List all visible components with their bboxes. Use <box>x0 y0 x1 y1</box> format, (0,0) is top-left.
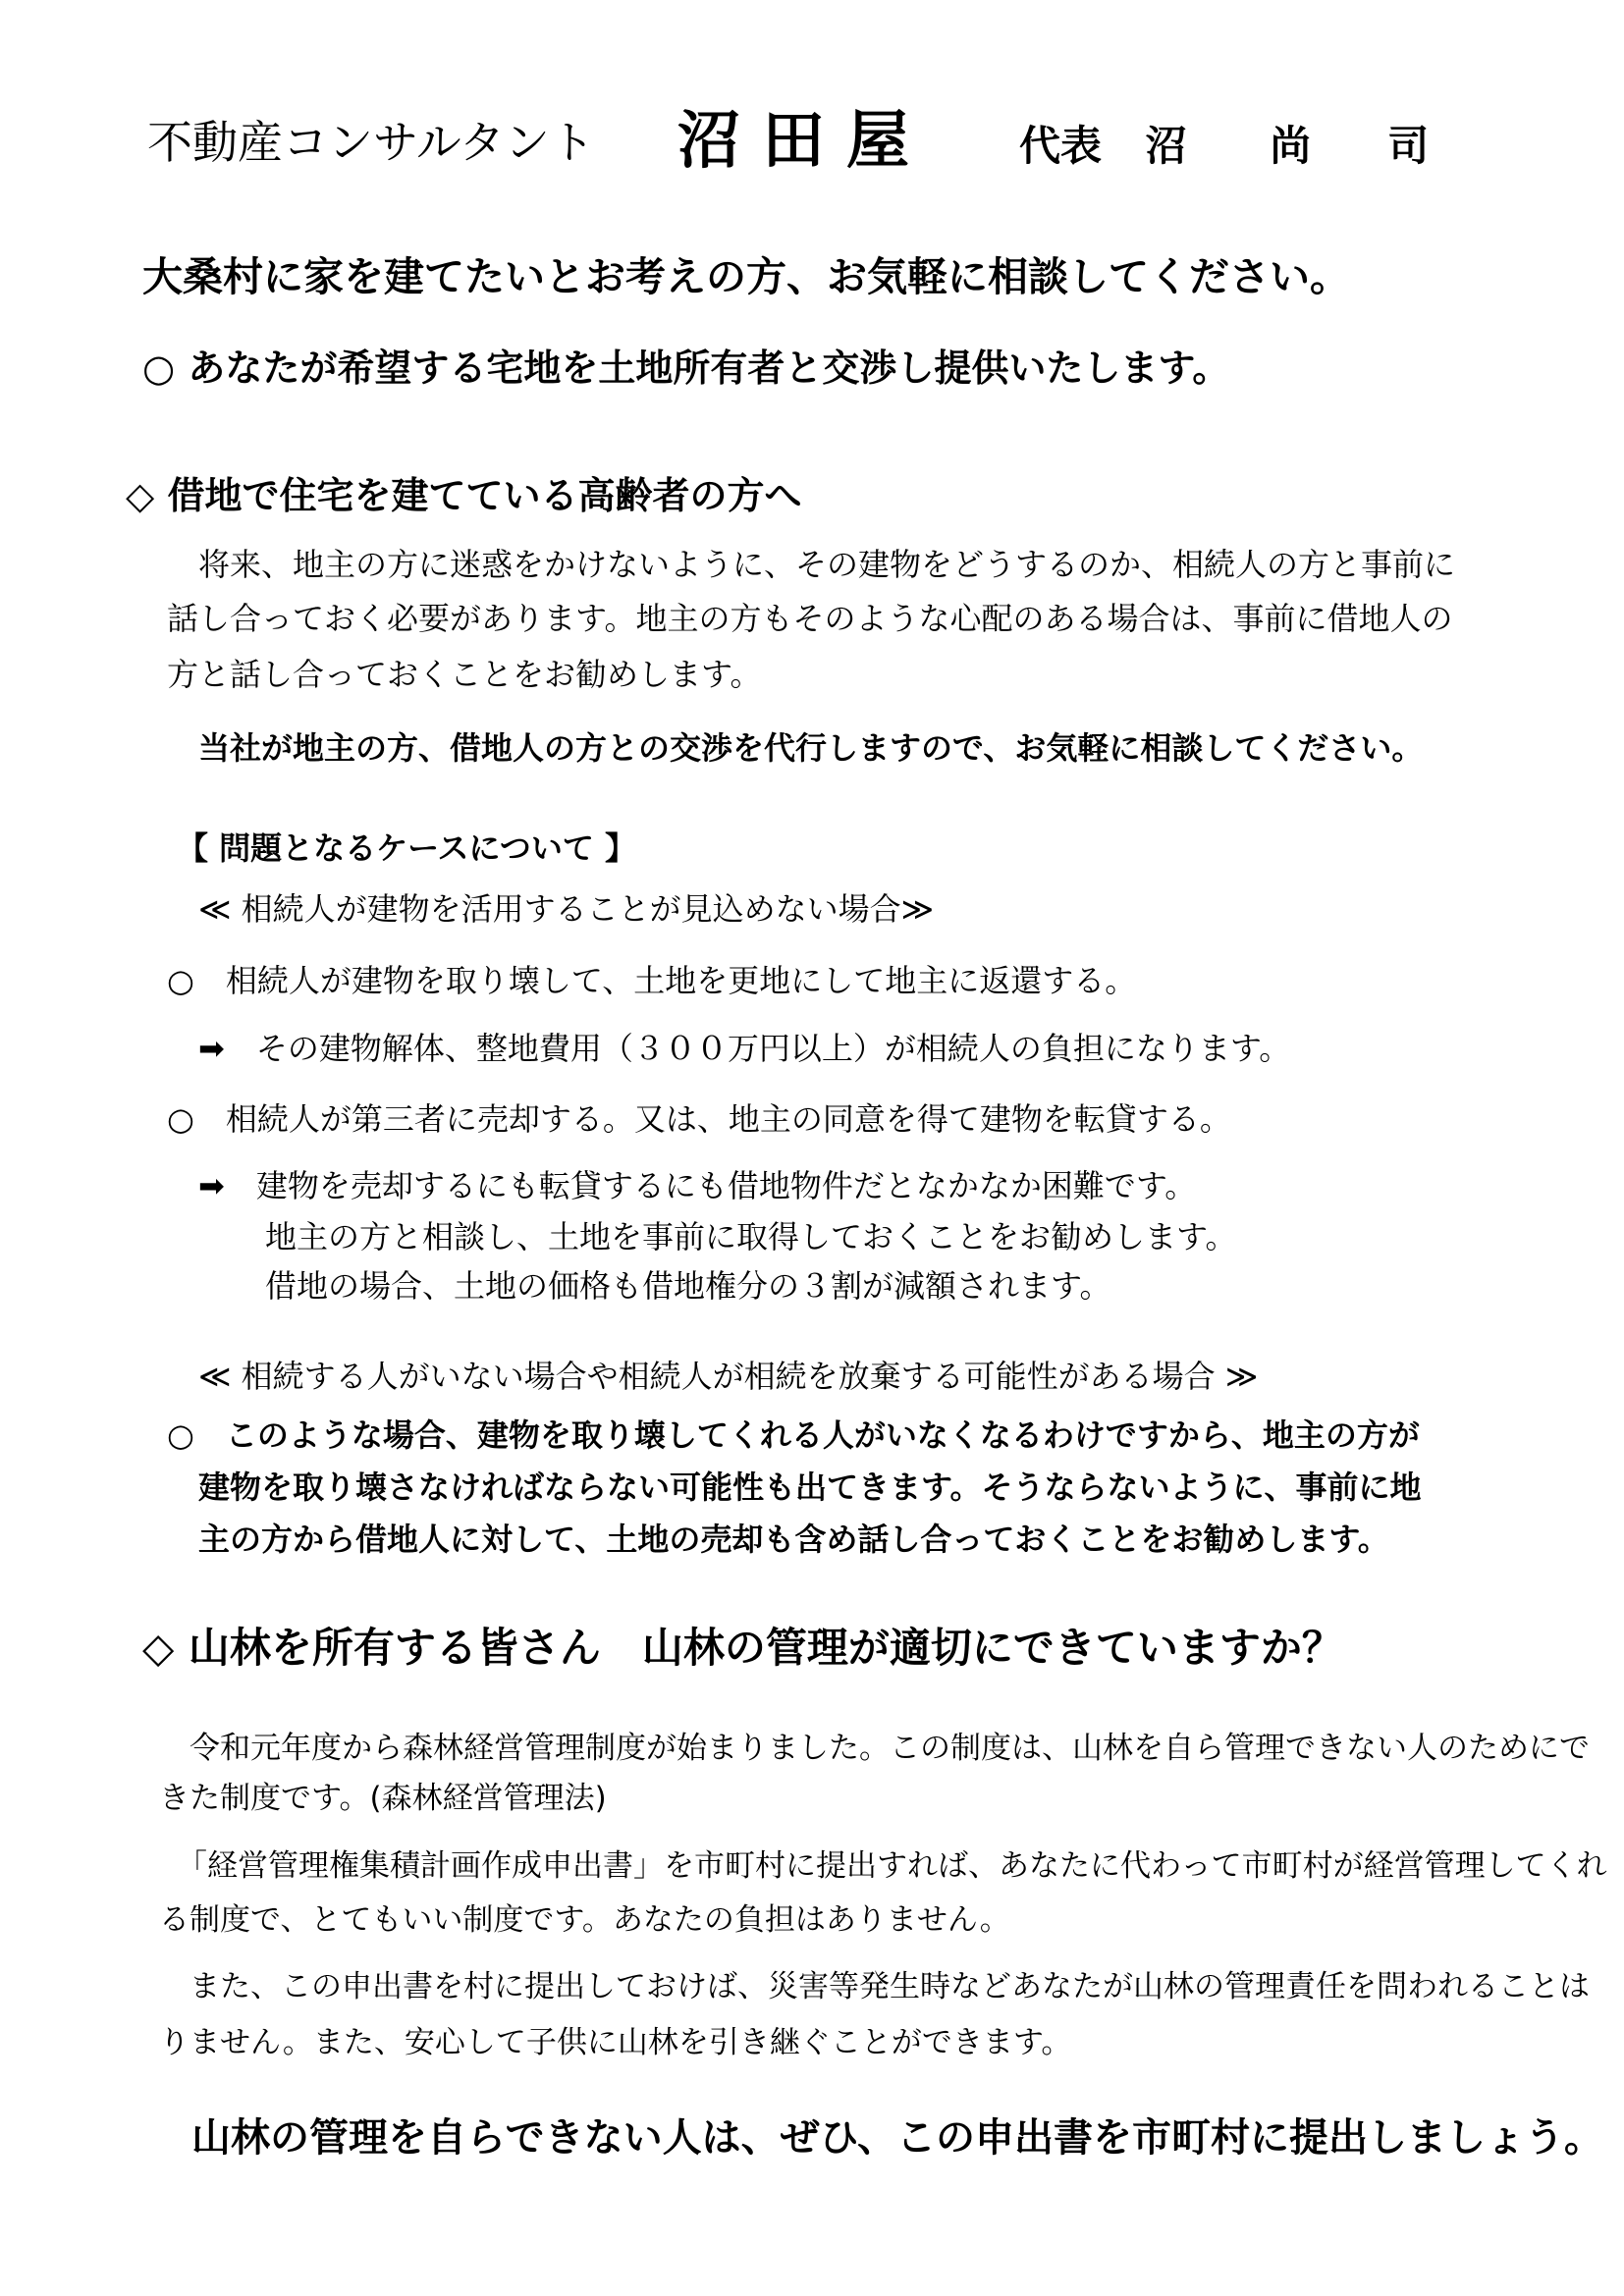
section2-paragraph-line: 「経営管理権集積計画作成申出書」を市町村に提出すれば、あなたに代わって市町村が経営管理してくれ <box>177 1848 1607 1884</box>
representative <box>1019 122 1447 170</box>
call-to-action: 山林の管理を自らできない人は、ぜひ、この申出書を市町村に提出しましょう。 <box>191 2115 1603 2161</box>
case-a-heading: ≪ 相続人が建物を活用することが見込めない場合≫ <box>198 890 935 928</box>
section2-paragraph-line: りません。また、安心して子供に山林を引き継ぐことができます。 <box>159 2025 1072 2060</box>
section2-paragraph-line: きた制度です。(森林経営管理法) <box>159 1781 607 1816</box>
rep-surname: 沼 <box>1145 122 1187 170</box>
cases-heading: 【 問題となるケースについて 】 <box>177 829 637 867</box>
section1-paragraph-line: 話し合っておく必要があります。地主の方もそのような心配のある場合は、事前に借地人の <box>167 600 1453 637</box>
section2-title: ◇ 山林を所有する皆さん 山林の管理が適切にできていますか？ <box>142 1624 1343 1672</box>
rep-given: 尚 司 <box>1270 122 1447 170</box>
case-a-option: ○ 相続人が建物を取り壊して、土地を更地にして地主に返還する。 <box>167 962 1137 999</box>
case-a-option: ○ 相続人が第三者に売却する。又は、地主の同意を得て建物を転貸する。 <box>167 1100 1231 1138</box>
section1-emphasis: 当社が地主の方、借地人の方との交渉を代行しますので、お気軽に相談してください。 <box>198 729 1424 767</box>
case-a-option-note: 借地の場合、土地の価格も借地権分の３割が減額されます。 <box>265 1267 1111 1305</box>
offer: ○ あなたが希望する宅地を土地所有者と交渉し提供いたします。 <box>142 347 1230 390</box>
section2-paragraph-line: る制度で、とてもいい制度です。あなたの負担はありません。 <box>159 1902 1010 1938</box>
section1-paragraph-line: 方と話し合っておくことをお勧めします。 <box>167 656 762 693</box>
rep-title: 代表 <box>1019 122 1103 170</box>
case-b-text-line: 主の方から借地人に対して、土地の売却も含め話し合っておくことをお勧めします。 <box>198 1521 1389 1558</box>
section2-paragraph-line: 令和元年度から森林経営管理制度が始まりました。この制度は、山林を自ら管理できない人のためにで <box>159 1731 1590 1766</box>
case-a-option-note: ➡ 建物を売却するにも転貸するにも借地物件だとなかなか困難です。 <box>198 1167 1197 1204</box>
case-a-option-note: 地主の方と相談し、土地を事前に取得しておくことをお勧めします。 <box>265 1218 1237 1255</box>
case-a-option-note: ➡ その建物解体、整地費用（３００万円以上）が相続人の負担になります。 <box>198 1030 1291 1067</box>
company-name: 沼田屋 <box>677 105 931 178</box>
headline: 大桑村に家を建てたいとお考えの方、お気軽に相談してください。 <box>142 253 1350 300</box>
section1-title: ◇ 借地で住宅を建てている高齢者の方へ <box>126 474 802 517</box>
company-type: 不動産コンサルタント <box>147 116 595 169</box>
case-b-text-line: 建物を取り壊さなければならない可能性も出てきます。そうならないように、事前に地 <box>198 1468 1422 1506</box>
section1-paragraph-line: 将来、地主の方に迷惑をかけないように、その建物をどうするのか、相続人の方と事前に <box>167 546 1456 583</box>
case-b-heading: ≪ 相続する人がいない場合や相続人が相続を放棄する可能性がある場合 ≫ <box>198 1358 1259 1395</box>
section2-paragraph-line: また、この申出書を村に提出しておけば、災害等発生時などあなたが山林の管理責任を問われることは <box>159 1969 1590 2004</box>
case-b-text-line: ○ このような場合、建物を取り壊してくれる人がいなくなるわけですから、地主の方が <box>167 1416 1420 1454</box>
